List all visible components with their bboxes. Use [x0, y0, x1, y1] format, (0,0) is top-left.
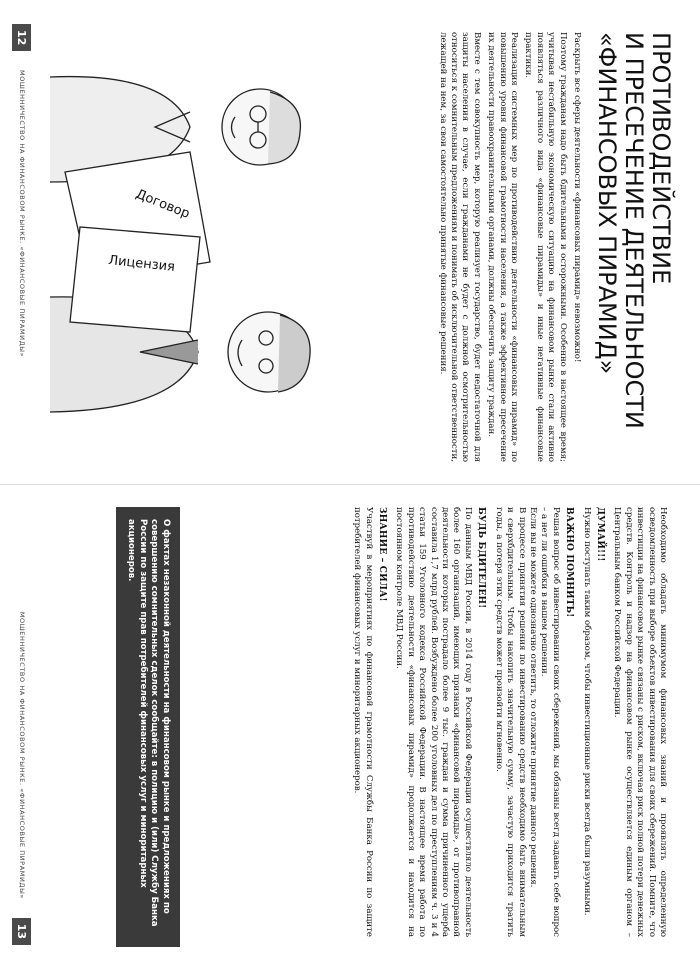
heading-important: ВАЖНО ПОМНИТЬ!	[564, 507, 575, 618]
title-line-2: И ПРЕСЕЧЕНИЕ ДЕЯТЕЛЬНОСТИ	[620, 32, 648, 429]
footer-left: МОШЕННИЧЕСТВО НА ФИНАНСОВОМ РЫНКЕ. «ФИНАНСОВЫЕ ПИРАМИДЫ»	[18, 70, 26, 358]
left-paragraph-4: Вместе с тем совокупность мер, которую реализует государство, будет недостаточной для защиты населения в случае, если гражданами не будет с должной осмотрительностью относиться к сомнительным предложениям и понимать об исключительной ответственности, лежащей на нем, за свои самостоятельно принятые финансовые решения.	[437, 32, 482, 462]
left-paragraph-3: Реализация системных мер по противодействию деятельности «финансовых пирамид» по повышению уровня финансовой грамотности населения, а также эффективное пресечение их деятельности правоохранительными органами, должны обеспечить защиту граждан.	[486, 32, 519, 462]
title-line-1: ПРОТИВОДЕЙСТВИЕ	[647, 32, 675, 285]
section-important-text: Решая вопрос об инвестировании своих сбережений, мы обязаны всегд задавать себе вопрос – а нет ли ошибки в нашем решении. Если вы не можете однозначно ответить, то отложите принятие данного решения. В процессе принятия решения по инвестированию средств необходимо быть внимательным и сверхбдительным. Чтобы накопить значительную сумму, зачастую приходится тратить годы, а потеря этих средств может произойти мгновенно.	[493, 507, 561, 937]
page-number-left: 12	[12, 24, 31, 51]
section-be-vigilant-text: По данным МВД России, в 2014 году в Российской Федерации осуществляло деятельность более 160 организаций, имеющих признаки «финансовой пирамиды», от противоправной деятельности которых пострадало более 9 тыс. граждан и сумма причиненного ущерба составила 1,7 млрд рублей. Возбуждено более 200 уголовных дел по преступлениям ч. 3 и 4 статьи 159 Уголовного кодекса Российской Федерации. В настоящее время работа по противодействию деятельности «финансовых пирамид» продолжается и находится на постоянном контроле МВД России.	[394, 507, 473, 937]
heading-think: ДУМАЙ!!!	[594, 507, 605, 562]
heading-knowledge: ЗНАНИЕ – СИЛА!	[377, 507, 388, 602]
illustration-two-men-with-documents	[50, 32, 340, 452]
contract-label: Договор	[133, 186, 192, 222]
section-knowledge-text: Участвуй в мероприятиях по финансовой грамотности Службы Банка России по защите потребителей финансовых услуг и миноритарных акционеров.	[352, 507, 374, 937]
left-body-text	[433, 32, 582, 462]
section-think-text: Нужно поступать таким образом, чтобы инвестиционные риски всегда были разумными.	[581, 507, 592, 916]
license-label: Лицензия	[107, 253, 176, 275]
heading-be-vigilant: БУДЬ БДИТЕЛЕН!	[476, 507, 487, 609]
right-body-text	[348, 507, 668, 937]
page-number-right: 13	[12, 918, 31, 945]
page-title	[593, 32, 674, 472]
right-page	[0, 485, 700, 969]
title-line-3: «ФИНАНСОВЫХ ПИРАМИД»	[593, 32, 621, 375]
license-document	[70, 227, 200, 332]
left-paragraph-2: Поэтому гражданам надо быть бдительными и осторожными. Особенно в настоящее время; учитывая нестабильную экономическую ситуацию на финансовом рынке стали активно появляться различного вида «финансовые пирамиды» и иные негативные финансовые практики.	[523, 32, 568, 462]
right-intro: Необходимо обладать минимумом финансовых знаний и проявлять определенную осведомленность при выборе объектов инвестирования для своих сбережений. Помните, что инвестиции на финансовом рынке связаны с риском, включая риск полной потери денежных средств. Контроль и надзор на финансовом рынке осуществляется единым органом – Центральным банком Российской Федерации.	[612, 507, 668, 937]
footer-right: МОШЕННИЧЕСТВО НА ФИНАНСОВОМ РЫНКЕ. «ФИНАНСОВЫЕ ПИРАМИДЫ»	[18, 611, 26, 899]
report-callout-box: О фактах незаконной деятельности на финансовом рынке и предложениях по совершению сомнительных сделок сообщайте: в полицию и (или) Службу Банка России по защите прав потребителей финансовых услуг и миноритарных акционеров.	[116, 507, 180, 947]
left-paragraph-1: Раскрыть все сферы деятельности «финансовых пирамид» невозможно!	[572, 32, 582, 363]
